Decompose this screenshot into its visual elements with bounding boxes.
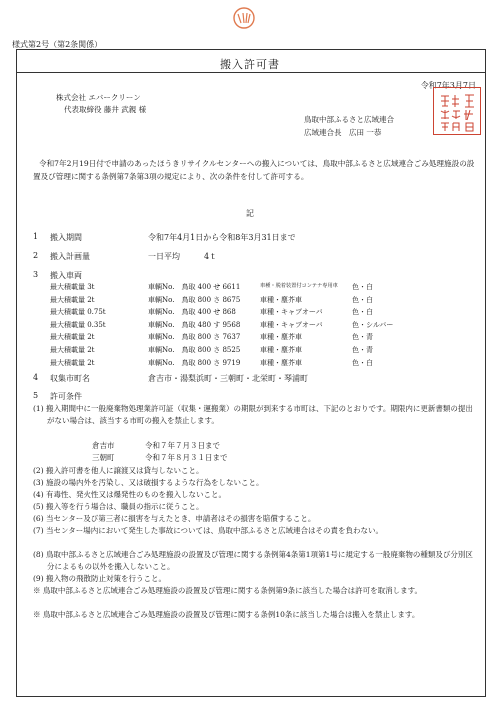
title-divider [16,72,486,73]
recipient-representative: 代表取締役 藤井 武親 様 [64,105,147,114]
vehicle-capacity: 最大積載量 0.35t [50,320,106,329]
vehicle-plate: 車輌No. 鳥取 400 せ 6611 [148,283,241,291]
vehicle-type: 車種・塵芥車 [260,295,302,304]
section-3-number: 3 [33,270,39,279]
condition-item: (4) 有毒性、発火性又は爆発性のものを搬入しないこと。 [33,490,227,499]
vehicle-color: 色・白 [352,295,373,304]
vehicle-capacity: 最大積載量 2t [50,295,95,304]
vehicle-plate: 車輌No. 鳥取 800 さ 8675 [148,295,241,304]
expiry-town: 三朝町 [92,453,115,462]
expiry-date: 令和７年８月３１日まで [145,453,228,462]
issuer-org: 鳥取中部ふるさと広域連合 [304,115,394,124]
section-2-label: 搬入計画量 [50,252,90,261]
vehicle-color: 色・シルバー [352,320,394,329]
vehicle-color: 色・白 [352,358,373,367]
expiry-town: 倉吉市 [92,441,115,450]
official-seal [433,87,481,135]
condition-item: (6) 当センター及び第三者に損害を与えたとき、申請者はその損害を賠償すること。 [33,514,316,523]
condition-item: (7) 当センター場内において発生した事故については、鳥取中部ふるさと広域連合はその責を負わない。 [33,526,384,535]
issue-date: 令和7年3月7日 [420,81,476,90]
section-5-label: 許可条件 [50,392,82,401]
section-2-value: 一日平均 4ｔ [148,252,218,261]
logo-icon [231,6,257,30]
section-1-number: 1 [33,232,39,241]
section-4-label: 収集市町名 [50,374,90,383]
vehicle-color: 色・青 [352,346,373,354]
body-text: 令和7年2月19日付で申請のあったほうきリサイクルセンターへの搬入については、鳥取中部ふるさと広域連合ごみ処理施設の設置及び管理に関する条例第7条第3項の規定により、次の条件を付して許可する。 [33,159,475,181]
vehicle-capacity: 最大積載量 2t [50,333,95,342]
vehicle-capacity: 最大積載量 2t [50,346,95,354]
section-1-value: 令和7年4月1日から令和8年3月31日まで [148,233,296,242]
section-5-number: 5 [33,391,39,400]
vehicle-plate: 車輌No. 鳥取 800 さ 8525 [148,346,241,354]
recipient-company: 株式会社 エバークリーン [56,93,141,102]
expiry-date: 令和７年７月３日まで [145,441,220,450]
section-3-label: 搬入車両 [50,271,82,280]
vehicle-capacity: 最大積載量 2t [50,358,95,367]
ki-heading: 記 [246,209,254,218]
condition-item: ※ 鳥取中部ふるさと広域連合ごみ処理施設の設置及び管理に関する条例10条に該当した場合は搬入を禁止します。 [33,610,420,619]
vehicle-color: 色・青 [352,333,373,342]
vehicle-plate: 車輌No. 鳥取 400 せ 868 [148,308,236,317]
vehicle-plate: 車輌No. 鳥取 480 す 9568 [148,320,241,329]
condition-item: (1) 搬入期間中に一般廃棄物処理業許可証（収集・運搬業）の期限が到来する市町は、下記のとおりです。期限内に更新書類の提出がない場合は、該当する市町の搬入を禁止します。 [33,404,473,425]
vehicle-plate: 車輌No. 鳥取 800 さ 9719 [148,358,241,367]
page-title: 搬入許可書 [220,58,280,71]
issuer-head: 広域連合長 広田 一恭 [304,128,382,137]
condition-item: ※ 鳥取中部ふるさと広域連合ごみ処理施設の設置及び管理に関する条例第9条に該当した場合は許可を取消します。 [33,586,423,595]
vehicle-type: 車種・塵芥車 [260,346,302,354]
vehicle-capacity: 最大積載量 3t [50,283,95,291]
vehicle-type: 車種・キャブオーバ [260,308,323,317]
condition-item: (5) 搬入等を行う場合は、職員の指示に従うこと。 [33,502,204,511]
vehicle-plate: 車輌No. 鳥取 800 さ 7637 [148,333,241,342]
vehicle-type: 車種・塵芥車 [260,333,302,342]
vehicle-color: 色・白 [352,308,373,317]
vehicle-type: 車種・キャブオーバ [260,320,323,329]
condition-item: (9) 搬入物の飛散防止対策を行うこと。 [33,574,167,583]
condition-item: (3) 施設の場内外を汚染し、又は破損するような行為をしないこと。 [33,478,264,487]
section-4-number: 4 [33,373,39,382]
section-1-label: 搬入期間 [50,233,82,242]
vehicle-type: 車種・脱着装置付コンテナ専用車 [260,283,338,289]
condition-item: (8) 鳥取中部ふるさと広域連合ごみ処理施設の設置及び管理に関する条例第4条第1項第1号に規定する一般廃棄物の種類及び分別区分によるもの以外を搬入しないこと。 [33,550,473,571]
vehicle-color: 色・白 [352,283,373,291]
section-2-number: 2 [33,251,39,260]
section-4-value: 倉吉市・湯梨浜町・三朝町・北栄町・琴浦町 [148,374,308,383]
vehicle-capacity: 最大積載量 0.75t [50,308,106,317]
condition-item: (2) 搬入許可書を他人に譲渡又は貸与しないこと。 [33,466,204,475]
form-label: 様式第2号（第2条関係） [12,40,103,49]
vehicle-type: 車種・塵芥車 [260,358,302,367]
